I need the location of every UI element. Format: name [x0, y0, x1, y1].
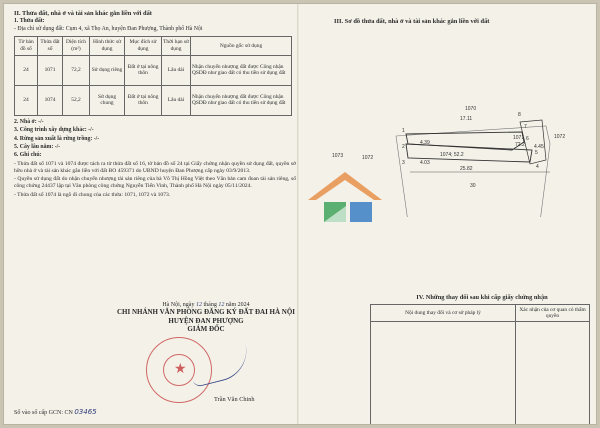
- table-header: Thửa đất số: [38, 36, 63, 55]
- table-header: Hình thức sử dụng: [90, 36, 125, 55]
- table-cell: Sử dụng chung: [90, 85, 125, 115]
- map-point: 5: [535, 150, 538, 156]
- signer-name: Trần Văn Chinh: [214, 396, 255, 403]
- table-cell: [516, 322, 590, 425]
- table-cell: 1074: [38, 85, 63, 115]
- parcel-table: [14, 36, 292, 116]
- table-cell: Sử dụng riêng: [90, 55, 125, 85]
- map-label: 1070: [465, 106, 477, 112]
- changes-table: [370, 304, 590, 424]
- issuing-district: HUYỆN ĐAN PHƯỢNG: [168, 316, 244, 325]
- notes-block: [14, 161, 296, 199]
- table-row: [15, 55, 292, 85]
- table-cell: 52,2: [63, 85, 90, 115]
- table-header: Diện tích (m²): [63, 36, 90, 55]
- certificate-page: [4, 4, 596, 424]
- note-text: - Quyền sử dụng đất do nhận chuyển nhượng tài sản riêng của bà Võ Thị Hồng Việt theo Văn bản cam đoan tài sản riêng, số công chứng 24437 lập tại Văn phòng công chứng Nguyễn Tiến Vinh, Thành phố Hà Nội ngày 05/11/2024.: [14, 176, 296, 190]
- table-cell: 1071: [38, 55, 63, 85]
- table-cell: Đất ở tại nông thôn: [125, 85, 162, 115]
- date-day: 12: [195, 302, 202, 308]
- note-text: - Thửa đất số 1074 là ngõ đi chung của các thửa: 1071, 1072 và 1073.: [14, 191, 171, 198]
- serial-value: 03465: [74, 408, 97, 416]
- table-header: Mục đích sử dụng: [125, 36, 162, 55]
- map-point: 7: [524, 124, 527, 130]
- table-row: [15, 85, 292, 115]
- serial-number: [14, 408, 97, 416]
- map-point: 4: [536, 164, 539, 170]
- map-label: 17.11: [460, 116, 473, 122]
- seal-star-icon: ★: [174, 362, 187, 377]
- parcel-heading: 1. Thửa đất:: [14, 18, 45, 24]
- table-header: Thời hạn sử dụng: [162, 36, 191, 55]
- map-label: 1072: [554, 134, 566, 140]
- table-cell: Lâu dài: [162, 85, 191, 115]
- section-2-title: II. Thửa đất, nhà ở và tài sản khác gắn liền với đất: [14, 10, 152, 17]
- map-point: 6: [526, 136, 529, 142]
- map-label: 1071: [513, 135, 525, 141]
- table-row: [371, 322, 590, 425]
- table-cell: Nhận chuyển nhượng đất được Công nhận QSDĐ như giao đất có thu tiền sử dụng đất: [191, 55, 292, 85]
- map-point: 8: [518, 112, 521, 118]
- map-point: 1: [402, 128, 405, 134]
- section-4-title: IV. Những thay đổi sau khi cấp giấy chứng nhận: [416, 294, 548, 301]
- table-cell: 24: [15, 85, 38, 115]
- land-address: - Địa chỉ sử dụng đất: Cụm 4, xã Thọ An, huyện Đan Phượng, Thành phố Hà Nội: [14, 26, 203, 33]
- map-label: 4.03: [420, 160, 430, 166]
- left-column: [14, 10, 296, 200]
- table-header: Nội dung thay đổi và cơ sở pháp lý: [371, 305, 516, 322]
- note-text: - Thửa đất số 1071 và 1074 được tách ra từ thửa đất số 16, tờ bản đồ số 24 tại Giấy chứng nhận quyền sử dụng đất, quyền sở hữu nhà ở và tài sản khác gắn liền với đất BO 459371 do UBND huyện Đan Phượng cấp ngày 03/9/2013.: [14, 160, 296, 175]
- table-header: Nguồn gốc sử dụng: [191, 36, 292, 55]
- page-fold: [297, 4, 299, 424]
- item-house: 2. Nhà ở: -/-: [14, 118, 44, 125]
- map-label: 1074; 52.2: [440, 152, 464, 158]
- date-prefix: Hà Nội, ngày: [162, 302, 195, 308]
- table-header: Xác nhận của cơ quan có thẩm quyền: [516, 305, 590, 322]
- right-column: [310, 10, 590, 25]
- date-month-prefix: tháng: [203, 302, 217, 308]
- table-cell: Đất ở tại nông thôn: [125, 55, 162, 85]
- watermark-logo-icon: [300, 162, 390, 232]
- table-cell: Lâu dài: [162, 55, 191, 85]
- map-label: 1072: [362, 155, 374, 161]
- date-month: 12: [218, 302, 225, 308]
- issuing-office: CHI NHÁNH VĂN PHÒNG ĐĂNG KÝ ĐẤT ĐAI HÀ NỘI: [116, 308, 296, 316]
- serial-label: Số vào sổ cấp GCN: CN: [14, 410, 73, 416]
- map-point: 3: [402, 160, 405, 166]
- item-trees: 5. Cây lâu năm: -/-: [14, 144, 61, 151]
- table-header: Tờ bản đồ số: [15, 36, 38, 55]
- map-label: 4.39: [420, 140, 430, 146]
- table-cell: Nhận chuyển nhượng đất được Công nhận QSDĐ như giao đất có thu tiền sử dụng đất: [191, 85, 292, 115]
- map-label: 4.45: [534, 144, 544, 150]
- date-year: năm 2024: [225, 302, 250, 308]
- map-label: 1073: [332, 153, 344, 159]
- table-cell: 24: [15, 55, 38, 85]
- map-label: 30: [470, 183, 476, 189]
- changes-section: [370, 294, 594, 424]
- item-forest: 4. Rừng sản xuất là rừng trồng: -/-: [14, 135, 100, 142]
- item-construction: 3. Công trình xây dựng khác: -/-: [14, 127, 94, 134]
- signer-title: GIÁM ĐỐC: [187, 325, 225, 333]
- map-point: 2: [402, 144, 405, 150]
- map-label: 25.82: [460, 166, 473, 172]
- table-cell: [371, 322, 516, 425]
- signature-block: [116, 302, 296, 334]
- map-label: 72.2: [515, 142, 525, 148]
- item-notes-heading: 6. Ghi chú:: [14, 152, 42, 159]
- section-3-title: III. Sơ đồ thửa đất, nhà ở và tài sản khác gắn liền với đất: [334, 18, 490, 25]
- table-cell: 72,2: [63, 55, 90, 85]
